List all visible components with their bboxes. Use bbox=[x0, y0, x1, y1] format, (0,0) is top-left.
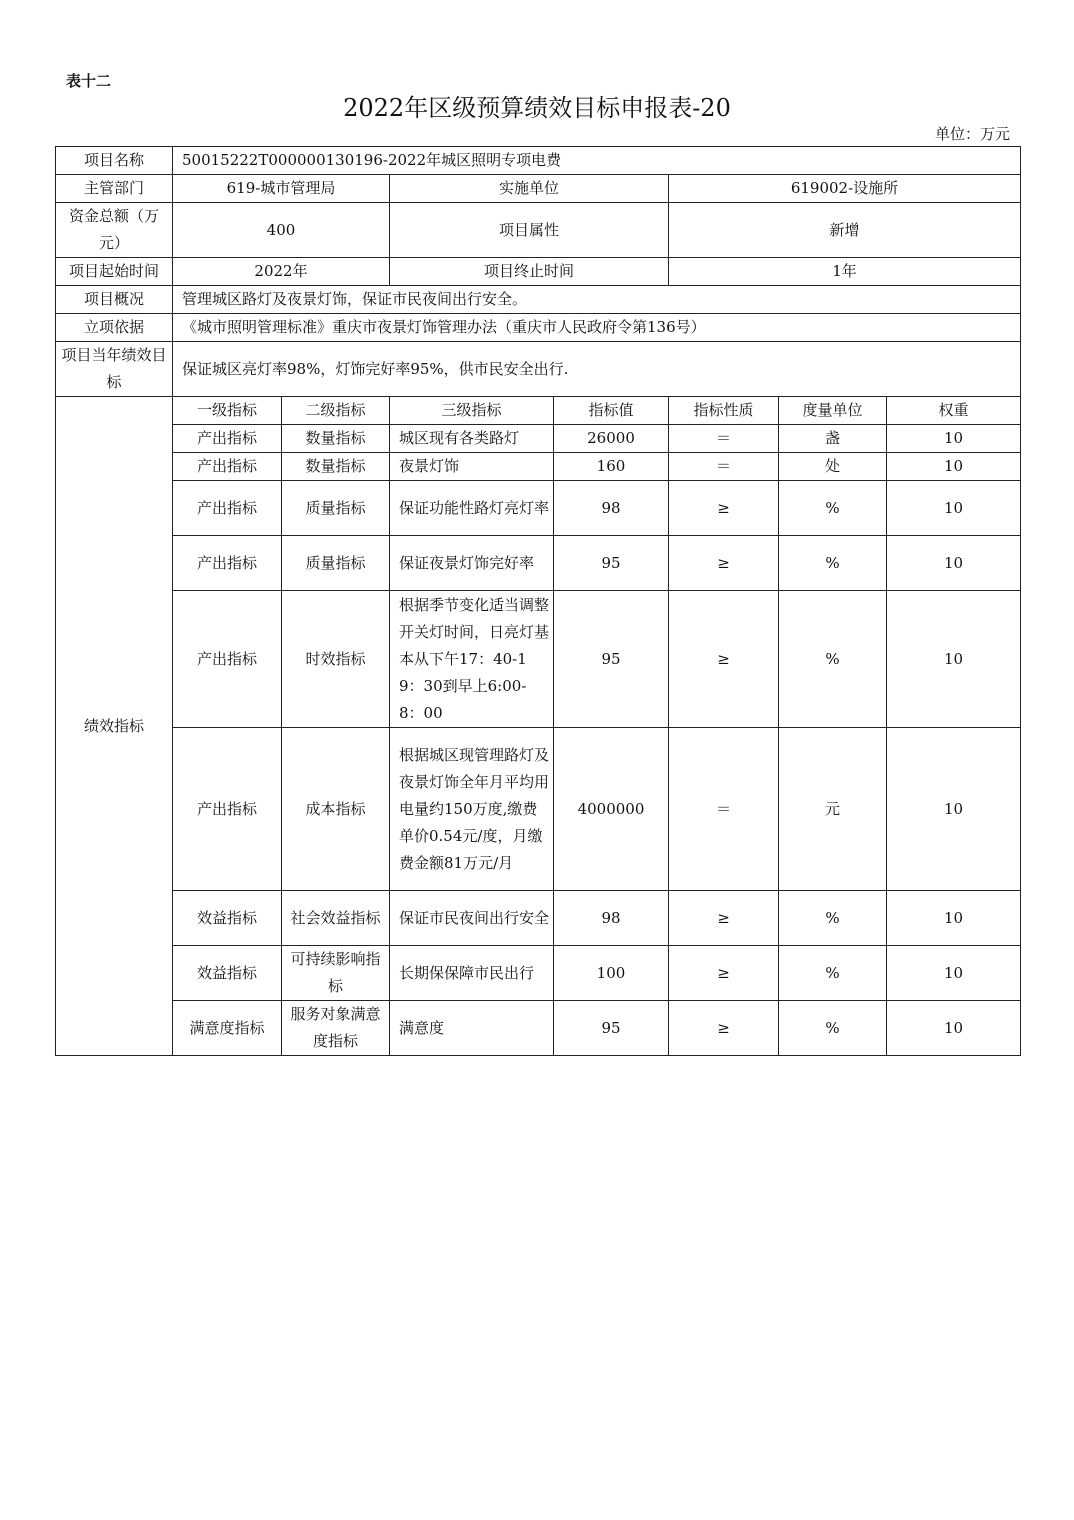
cell-level2: 数量指标 bbox=[282, 453, 390, 481]
header-value: 指标值 bbox=[554, 397, 669, 425]
unit-label: 单位：万元 bbox=[934, 125, 1010, 143]
cell-level1: 产出指标 bbox=[173, 453, 282, 481]
cell-level2: 质量指标 bbox=[282, 536, 390, 591]
cell-weight: 10 bbox=[887, 591, 1021, 728]
cell-level2: 可持续影响指标 bbox=[282, 946, 390, 1001]
cell-value: 160 bbox=[554, 453, 669, 481]
cell-value: 26000 bbox=[554, 425, 669, 453]
end-value: 1年 bbox=[669, 258, 1021, 286]
cell-level3: 城区现有各类路灯 bbox=[390, 425, 554, 453]
cell-unit: % bbox=[779, 591, 887, 728]
cell-unit: 盏 bbox=[779, 425, 887, 453]
fund-label: 资金总额（万元） bbox=[56, 203, 173, 258]
overview-value: 管理城区路灯及夜景灯饰，保证市民夜间出行安全。 bbox=[173, 286, 1021, 314]
cell-level1: 产出指标 bbox=[173, 728, 282, 891]
cell-level1: 满意度指标 bbox=[173, 1001, 282, 1056]
row-fund bbox=[56, 203, 1021, 258]
row-period bbox=[56, 258, 1021, 286]
impl-unit-value: 619002-设施所 bbox=[669, 175, 1021, 203]
cell-unit: % bbox=[779, 946, 887, 1001]
project-name-label: 项目名称 bbox=[56, 147, 173, 175]
cell-value: 95 bbox=[554, 536, 669, 591]
attr-value: 新增 bbox=[669, 203, 1021, 258]
cell-level3: 保证夜景灯饰完好率 bbox=[390, 536, 554, 591]
cell-level3: 保证功能性路灯亮灯率 bbox=[390, 481, 554, 536]
cell-level3: 夜景灯饰 bbox=[390, 453, 554, 481]
header-level3: 三级指标 bbox=[390, 397, 554, 425]
cell-nature: ＝ bbox=[669, 728, 779, 891]
document-title: 2022年区级预算绩效目标申报表-20 bbox=[343, 94, 731, 122]
row-project-name bbox=[56, 147, 1021, 175]
cell-weight: 10 bbox=[887, 728, 1021, 891]
perf-header-row bbox=[56, 397, 1021, 425]
goal-label: 项目当年绩效目标 bbox=[56, 342, 173, 397]
cell-weight: 10 bbox=[887, 481, 1021, 536]
start-label: 项目起始时间 bbox=[56, 258, 173, 286]
row-goal bbox=[56, 342, 1021, 397]
attr-label: 项目属性 bbox=[390, 203, 669, 258]
table-row bbox=[56, 1001, 1021, 1056]
cell-level1: 产出指标 bbox=[173, 425, 282, 453]
cell-value: 100 bbox=[554, 946, 669, 1001]
cell-nature: ≥ bbox=[669, 891, 779, 946]
cell-level3: 长期保保障市民出行 bbox=[390, 946, 554, 1001]
cell-level2: 服务对象满意度指标 bbox=[282, 1001, 390, 1056]
row-overview bbox=[56, 286, 1021, 314]
table-row bbox=[56, 591, 1021, 728]
start-value: 2022年 bbox=[173, 258, 390, 286]
cell-level3: 保证市民夜间出行安全 bbox=[390, 891, 554, 946]
overview-label: 项目概况 bbox=[56, 286, 173, 314]
goal-value: 保证城区亮灯率98%，灯饰完好率95%，供市民安全出行. bbox=[173, 342, 1021, 397]
table-row bbox=[56, 728, 1021, 891]
cell-weight: 10 bbox=[887, 891, 1021, 946]
cell-nature: ＝ bbox=[669, 453, 779, 481]
impl-unit-label: 实施单位 bbox=[390, 175, 669, 203]
cell-level3: 根据城区现管理路灯及夜景灯饰全年月平均用电量约150万度,缴费单价0.54元/度，月缴费金额81万元/月 bbox=[390, 728, 554, 891]
perf-section-label: 绩效指标 bbox=[56, 397, 173, 1056]
cell-weight: 10 bbox=[887, 946, 1021, 1001]
cell-nature: ≥ bbox=[669, 1001, 779, 1056]
cell-level1: 产出指标 bbox=[173, 481, 282, 536]
cell-unit: % bbox=[779, 1001, 887, 1056]
cell-weight: 10 bbox=[887, 536, 1021, 591]
header-nature: 指标性质 bbox=[669, 397, 779, 425]
table-row bbox=[56, 453, 1021, 481]
cell-weight: 10 bbox=[887, 1001, 1021, 1056]
cell-level2: 质量指标 bbox=[282, 481, 390, 536]
cell-level1: 效益指标 bbox=[173, 891, 282, 946]
cell-value: 98 bbox=[554, 891, 669, 946]
cell-unit: % bbox=[779, 891, 887, 946]
cell-nature: ＝ bbox=[669, 425, 779, 453]
table-row bbox=[56, 946, 1021, 1001]
cell-nature: ≥ bbox=[669, 481, 779, 536]
header-unit: 度量单位 bbox=[779, 397, 887, 425]
cell-level3: 满意度 bbox=[390, 1001, 554, 1056]
table-row bbox=[56, 425, 1021, 453]
cell-unit: % bbox=[779, 536, 887, 591]
cell-value: 95 bbox=[554, 1001, 669, 1056]
cell-level1: 产出指标 bbox=[173, 591, 282, 728]
cell-level1: 效益指标 bbox=[173, 946, 282, 1001]
cell-unit: % bbox=[779, 481, 887, 536]
table-row bbox=[56, 536, 1021, 591]
cell-level2: 数量指标 bbox=[282, 425, 390, 453]
cell-weight: 10 bbox=[887, 425, 1021, 453]
cell-level1: 产出指标 bbox=[173, 536, 282, 591]
dept-label: 主管部门 bbox=[56, 175, 173, 203]
end-label: 项目终止时间 bbox=[390, 258, 669, 286]
project-name-value: 50015222T000000130196-2022年城区照明专项电费 bbox=[173, 147, 1021, 175]
cell-nature: ≥ bbox=[669, 536, 779, 591]
cell-unit: 元 bbox=[779, 728, 887, 891]
row-department bbox=[56, 175, 1021, 203]
cell-level2: 时效指标 bbox=[282, 591, 390, 728]
cell-unit: 处 bbox=[779, 453, 887, 481]
cell-weight: 10 bbox=[887, 453, 1021, 481]
cell-value: 98 bbox=[554, 481, 669, 536]
cell-level2: 社会效益指标 bbox=[282, 891, 390, 946]
fund-value: 400 bbox=[173, 203, 390, 258]
cell-level2: 成本指标 bbox=[282, 728, 390, 891]
cell-level3: 根据季节变化适当调整开关灯时间，日亮灯基本从下午17：40-19：30到早上6:00-8：00 bbox=[390, 591, 554, 728]
header-level2: 二级指标 bbox=[282, 397, 390, 425]
basis-label: 立项依据 bbox=[56, 314, 173, 342]
header-weight: 权重 bbox=[887, 397, 1021, 425]
table-row bbox=[56, 891, 1021, 946]
budget-performance-table bbox=[55, 146, 1021, 1056]
header-level1: 一级指标 bbox=[173, 397, 282, 425]
dept-value: 619-城市管理局 bbox=[173, 175, 390, 203]
cell-nature: ≥ bbox=[669, 591, 779, 728]
cell-nature: ≥ bbox=[669, 946, 779, 1001]
cell-value: 4000000 bbox=[554, 728, 669, 891]
row-basis bbox=[56, 314, 1021, 342]
basis-value: 《城市照明管理标准》重庆市夜景灯饰管理办法（重庆市人民政府令第136号） bbox=[173, 314, 1021, 342]
cell-value: 95 bbox=[554, 591, 669, 728]
table-row bbox=[56, 481, 1021, 536]
table-number-label: 表十二 bbox=[66, 72, 112, 90]
